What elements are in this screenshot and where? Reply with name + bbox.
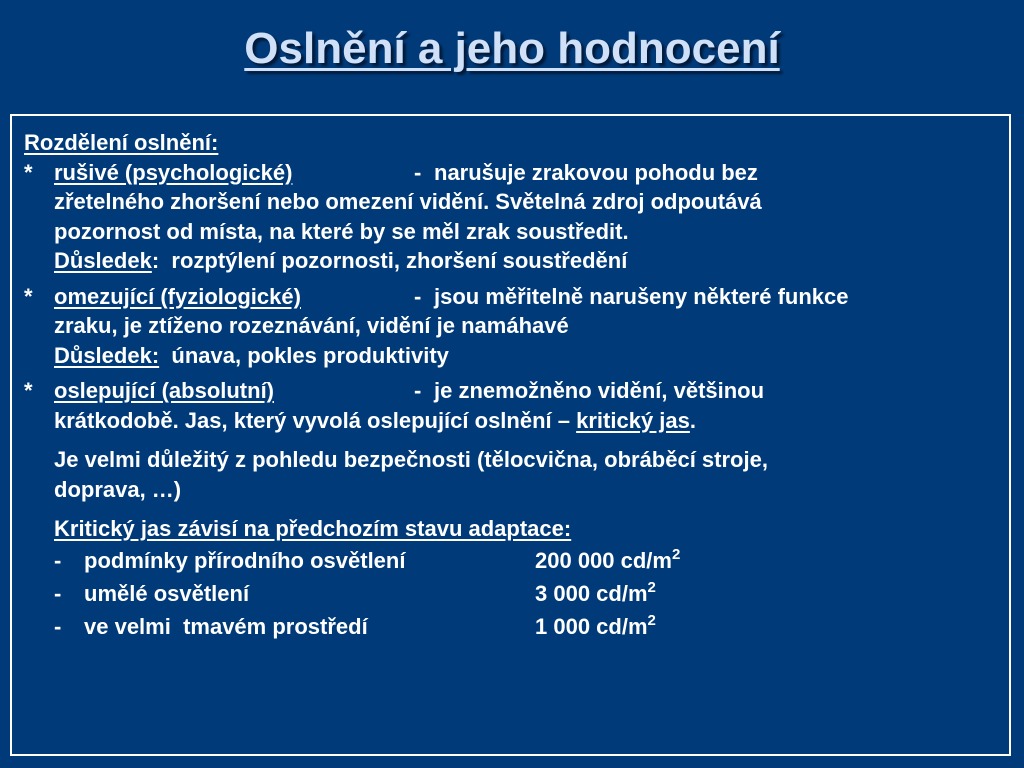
content-area [24,128,999,643]
item-dash: - [414,378,422,403]
item-dash: - [414,283,422,309]
consequence-text: únava, pokles produktivity [171,342,449,368]
condition-label: ve velmi tmavém prostředí [84,613,368,639]
item-consequence [24,341,999,371]
item-dash: - [414,159,422,185]
item-desc-line: zřetelného zhoršení nebo omezení vidění. Světelná zdroj odpoutává [54,189,762,214]
safety-note-line: Je velmi důležitý z pohledu bezpečnosti (tělocvična, obráběcí stroje, [54,447,768,472]
list-item-disturbing [24,158,999,188]
item-term-wrap [24,378,764,403]
value-text: 200 000 cd/m [535,547,672,573]
item-term-wrap [24,160,758,185]
critical-luminance-term: kritický jas [576,407,690,433]
item-term: oslepující (absolutní) [54,378,275,403]
condition-row [24,610,999,643]
critical-heading [24,514,999,544]
critical-heading-text: Kritický jas závisí na předchozím stavu adaptace: [54,516,572,541]
item-desc-line: zraku, je ztíženo rozeznávání, vidění je namáhavé [54,313,569,338]
slide-title: Oslnění a jeho hodnocení [244,24,780,73]
item-desc-text: krátkodobě. Jas, který vyvolá oslepující oslnění – [54,407,570,433]
section-heading [24,128,999,158]
item-term: omezující (fyziologické) [54,283,301,309]
condition-value [535,610,656,643]
item-term-col [54,376,414,406]
bullet: * [24,378,33,403]
item-desc-first: jsou měřitelně narušeny některé funkce [434,283,849,309]
bullet: * [24,283,33,309]
list-item-limiting [24,282,999,312]
value-exponent: 2 [647,578,656,596]
value-exponent: 2 [671,545,681,563]
condition-dash: - [54,613,62,639]
item-desc-line: pozornost od místa, na které by se měl zrak soustředit. [54,218,629,244]
condition-row [24,577,999,610]
item-consequence [24,246,999,276]
condition-label: podmínky přírodního osvětlení [84,547,406,573]
item-desc-first: je znemožněno vidění, většinou [434,378,765,403]
bullet: * [24,159,33,185]
condition-value [535,577,656,610]
list-item-blinding [24,376,999,406]
condition-row [24,544,999,577]
item-term-col [54,158,414,188]
value-exponent: 2 [647,611,656,629]
value-text: 3 000 cd/m [535,580,648,606]
condition-dash: - [54,580,62,606]
consequence-label: Důsledek: [54,342,160,368]
condition-dash: - [54,547,62,573]
safety-note-line: doprava, …) [54,476,182,502]
item-term: rušivé (psychologické) [54,159,293,185]
item-term-wrap [24,284,849,309]
item-desc-end: . [689,407,696,433]
consequence-colon: : [151,248,160,273]
value-text: 1 000 cd/m [535,613,648,639]
spacer [24,504,999,514]
spacer [24,435,999,445]
item-desc-first: narušuje zrakovou pohodu bez [434,159,758,185]
item-desc-line [24,406,999,436]
consequence-label: Důsledek [54,248,152,273]
consequence-text: rozptýlení pozornosti, zhoršení soustředění [171,248,628,273]
condition-value [535,544,680,577]
heading-text: Rozdělení oslnění: [24,130,219,155]
condition-label: umělé osvětlení [84,580,250,606]
item-term-col [54,282,414,312]
